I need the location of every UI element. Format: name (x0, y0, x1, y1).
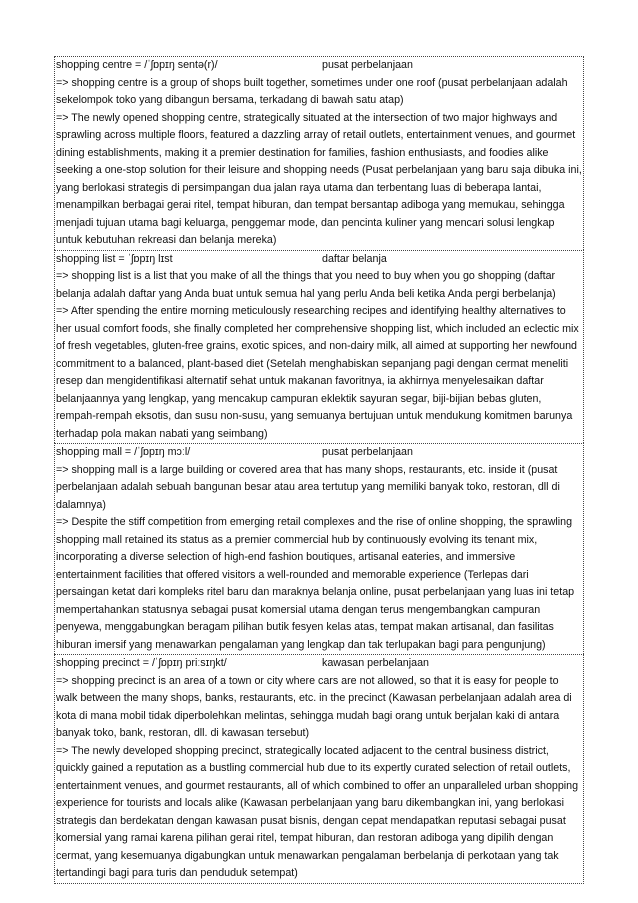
term-translation: kawasan perbelanjaan (322, 657, 429, 669)
definition-text: => shopping precinct is an area of a town or city where cars are not allowed, so that it is easy for people to walk between the many shops, banks, restaurants, etc. in the precinct (Kawasan perbelanjaan adalah area di kota di mana mobil tidak diperbolehkan melintas, sehingga mudah bagi orang untuk berjalan kaki di antara banyak toko, bank, restoran, dll. di kawasan tersebut) (56, 674, 572, 739)
definition-text: => shopping list is a list that you make of all the things that you need to buy when you go shopping (daftar belanja adalah daftar yang Anda buat untuk semua hal yang perlu Anda beli ketika Anda pergi berbelanja) (56, 270, 556, 300)
term-pronunciation: shopping list = ˈʃɒpɪŋ lɪst (56, 252, 173, 265)
entry-header (56, 251, 582, 269)
definition-text: => shopping mall is a large building or covered area that has many shops, restaurants, etc. inside it (pusat perbelanjaan adalah sebuah bangunan besar atau area tertutup yang memiliki banyak toko, restoran, dll di dalamnya) (56, 463, 560, 511)
term-translation: pusat perbelanjaan (322, 59, 413, 71)
term-translation: daftar belanja (322, 252, 387, 265)
entry-header (56, 444, 582, 462)
term-pronunciation: shopping precinct = /ˈʃɒpɪŋ priːsɪŋkt/ (56, 657, 227, 669)
entry-header (56, 655, 582, 673)
entry-shopping-mall (54, 443, 584, 654)
example-sentence: => After spending the entire morning meticulously researching recipes and identifying healthy alternatives to her usual comfort foods, she finally completed her comprehensive shopping list, which included an eclectic mix of fresh vegetables, gluten-free grains, exotic spices, and non-dairy milk, all aimed at supporting her newfound commitment to a balanced, plant-based diet (Setelah menghabiskan sepanjang pagi dengan cermat meneliti resep dan mengidentifikasi alternatif sehat untuk makanan favoritnya, ia akhirnya menyelesaikan daftar belanjaannya yang lengkap, yang mencakup campuran eklektik sayuran segar, biji-bijian bebas gluten, rempah-rempah eksotis, dan susu non-susu, yang semuanya bertujuan untuk mendukung komitmen barunya terhadap pola makan nabati yang seimbang) (56, 305, 579, 440)
example-sentence: => The newly developed shopping precinct, strategically located adjacent to the central business district, quickly gained a reputation as a bustling commercial hub due to its expertly curated selection of retail outlets, entertainment venues, and gourmet restaurants, all of which combined to offer an unparalleled urban shopping experience for tourists and locals alike (Kawasan perbelanjaan yang baru dikembangkan ini, yang berlokasi strategis dan berdekatan dengan kawasan pusat bisnis, dengan cepat mendapatkan reputasi sebagai pusat komersial yang ramai karena pilihan gerai ritel, tempat hiburan, dan restoran adiboga yang dipilih dengan cermat, yang kesemuanya digabungkan untuk menawarkan pengalaman berbelanja di perkotaan yang tak tertandingi bagi para turis dan penduduk setempat) (56, 744, 579, 879)
example-sentence: => Despite the stiff competition from emerging retail complexes and the rise of online shopping, the sprawling shopping mall retained its status as a premier commercial hub by continuously evolving its tenant mix, incorporating a diverse selection of high-end fashion boutiques, artisanal eateries, and immersive entertainment facilities that offered visitors a well-rounded and memorable experience (Terlepas dari persaingan ketat dari kompleks ritel baru dan maraknya belanja online, pusat perbelanjaan yang luas ini tetap mempertahankan statusnya sebagai pusat komersial utama dengan terus mengembangkan campuran penyewa, menggabungkan beragam pilihan butik fesyen kelas atas, tempat makan artisanal, dan fasilitas hiburan imersif yang menawarkan pengalaman yang lengkap dan tak terlupakan bagi para pengunjung) (56, 516, 575, 651)
term-pronunciation: shopping centre = /ˈʃɒpɪŋ sentə(r)/ (56, 59, 218, 71)
entry-header (56, 57, 582, 75)
entry-shopping-precinct (54, 654, 584, 884)
term-translation: pusat perbelanjaan (322, 446, 413, 458)
term-pronunciation: shopping mall = /ˈʃɒpɪŋ mɔːl/ (56, 446, 191, 458)
definition-text: => shopping centre is a group of shops built together, sometimes under one roof (pusat perbelanjaan adalah sekelompok toko yang dibangun bersama, terkadang di bawah satu atap) (56, 76, 568, 106)
entry-shopping-centre (54, 56, 584, 250)
entry-shopping-list (54, 250, 584, 444)
example-sentence: => The newly opened shopping centre, strategically situated at the intersection of two major highways and sprawling across multiple floors, featured a dazzling array of retail outlets, entertainment venues, and gourmet dining establishments, making it a premier destination for families, fashion enthusiasts, and foodies alike seeking a one-stop solution for their leisure and shopping needs (Pusat perbelanjaan yang baru saja dibuka ini, yang berlokasi strategis di persimpangan dua jalan raya utama dan terbentang luas di beberapa lantai, menampilkan berbagai gerai ritel, tempat hiburan, dan tempat bersantap adiboga yang memukau, sehingga menjadi tujuan utama bagi keluarga, penggemar mode, dan pencinta kuliner yang mencari solusi lengkap untuk kebutuhan rekreasi dan belanja mereka) (56, 111, 582, 246)
document-page (54, 56, 584, 884)
